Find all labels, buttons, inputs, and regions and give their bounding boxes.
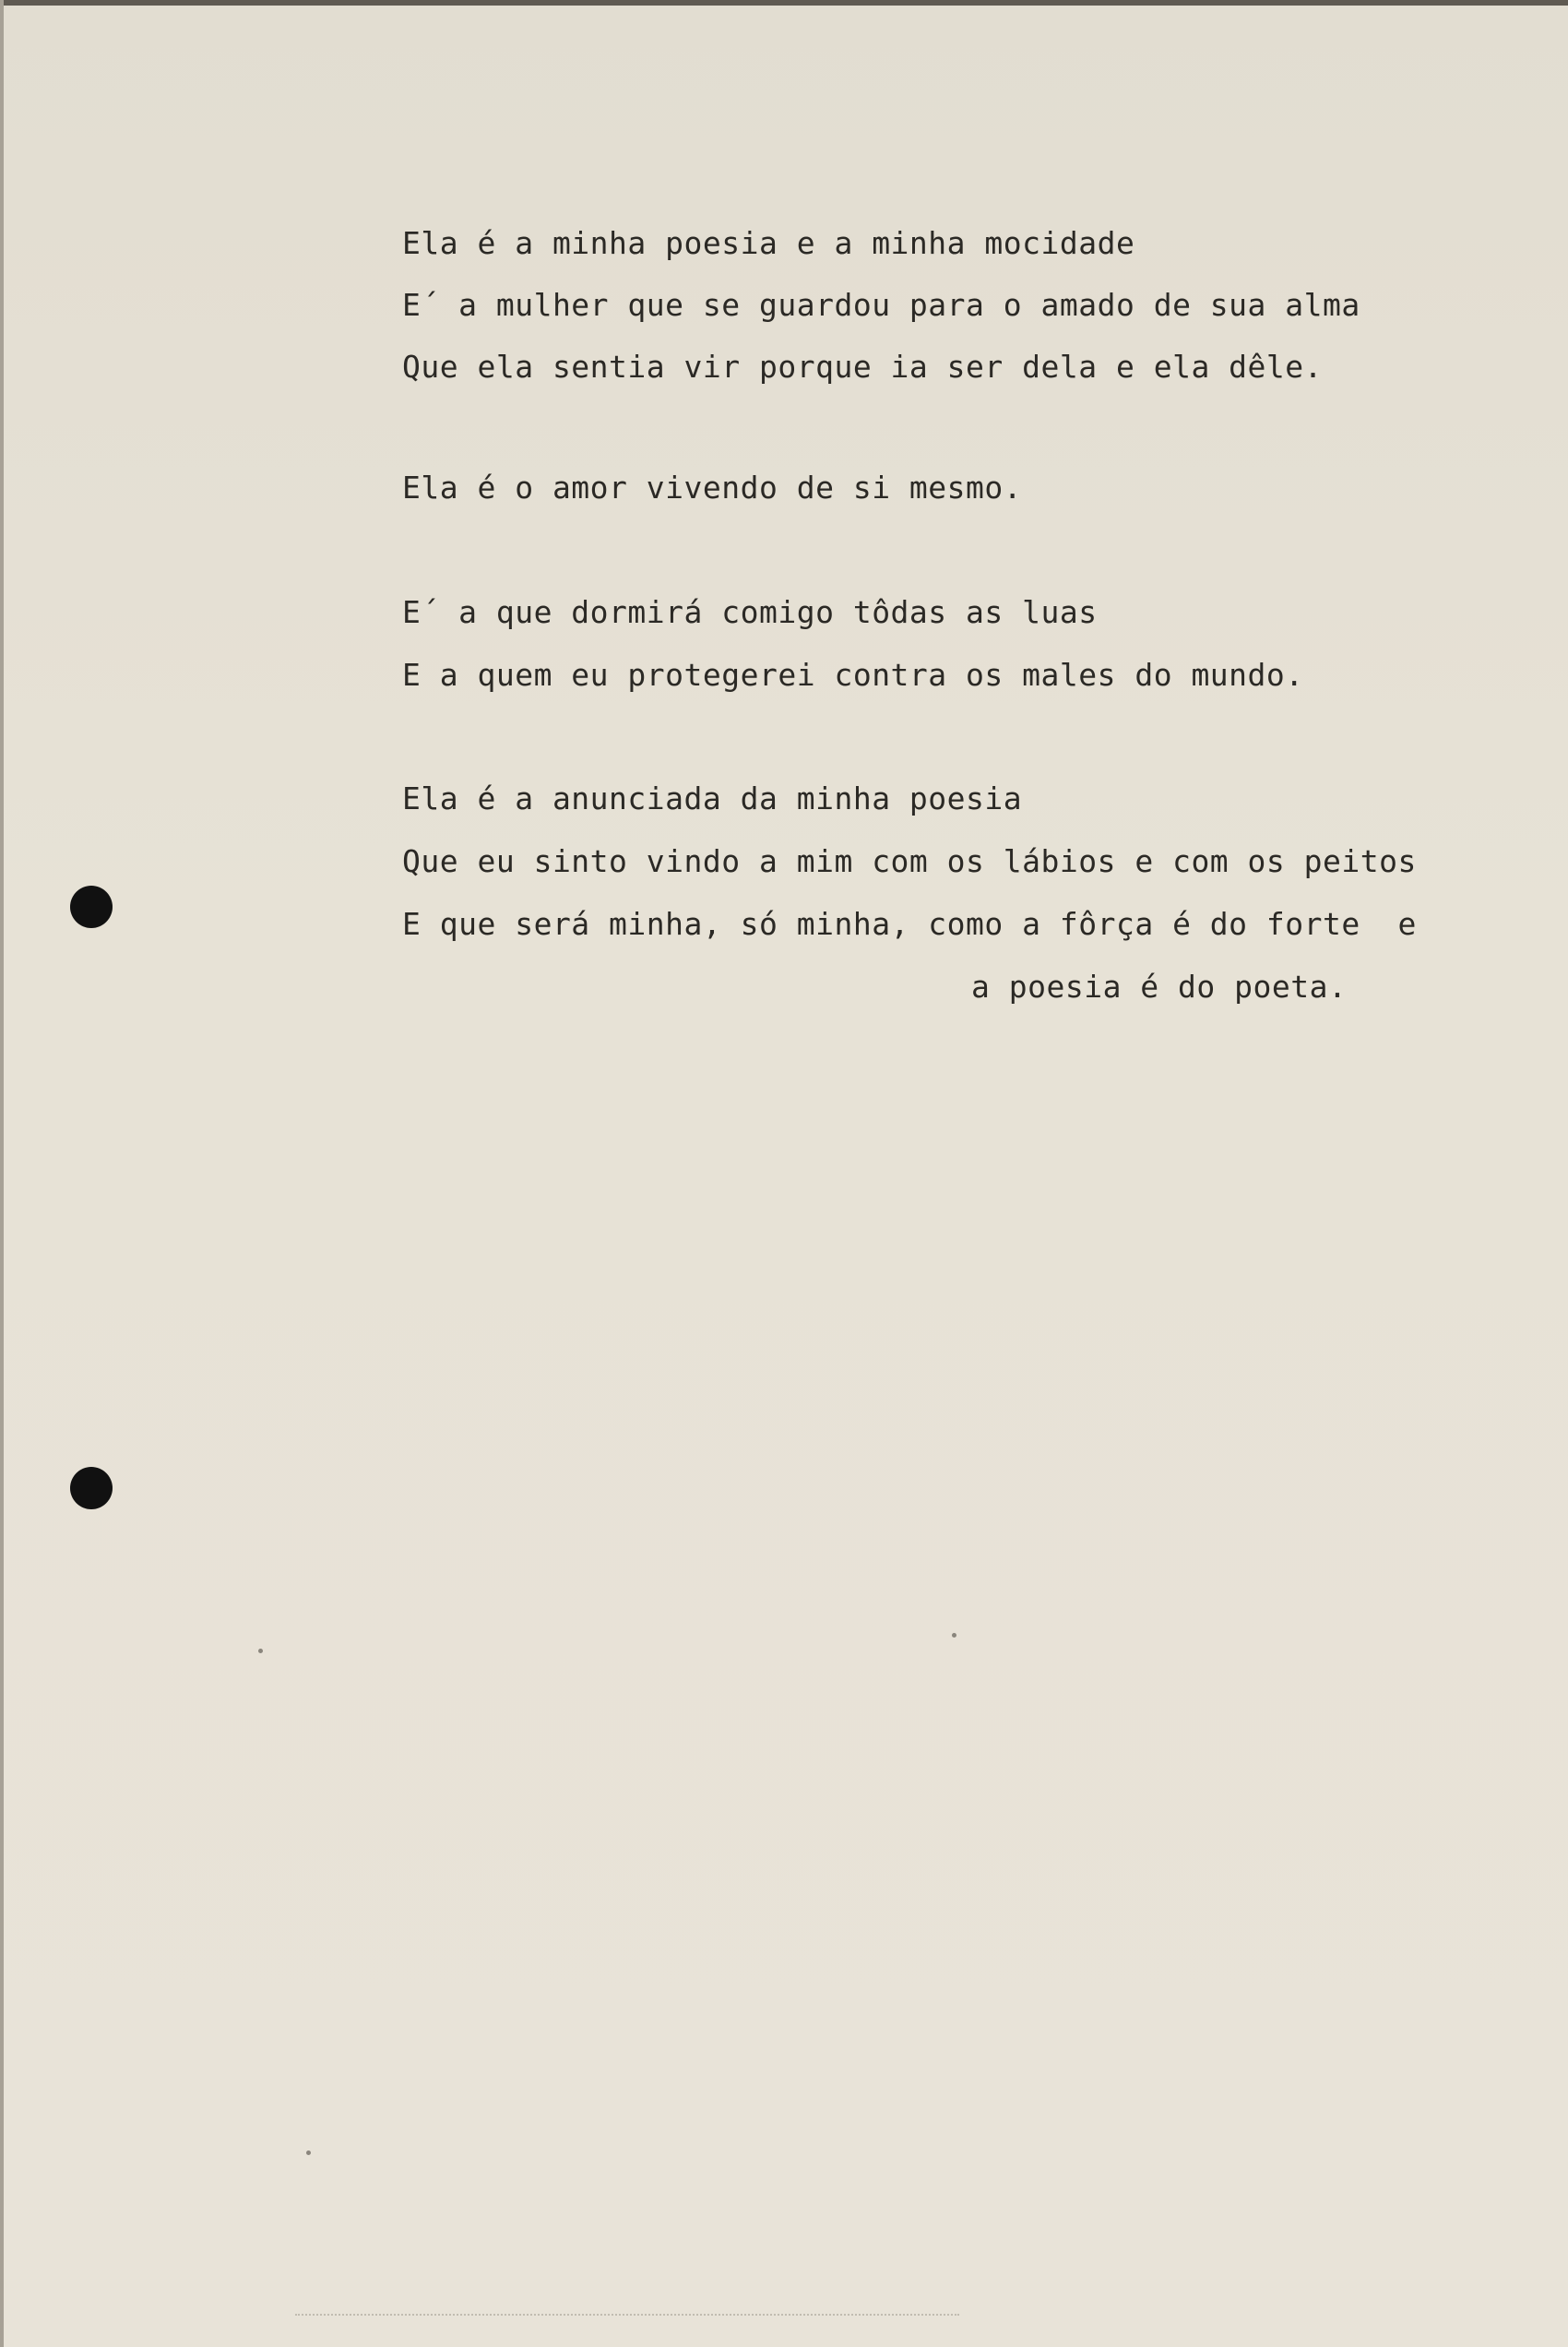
poem-line: a poesia é do poeta. <box>971 969 1348 1005</box>
paper-speck <box>952 1633 956 1638</box>
poem-line: E a quem eu protegerei contra os males do mundo. <box>402 657 1304 693</box>
poem-line: E que será minha, só minha, como a fôrça é do forte e <box>402 906 1417 942</box>
poem-line: Ela é a minha poesia e a minha mocidade <box>402 225 1135 261</box>
poem-line: Ela é a anunciada da minha poesia <box>402 780 1023 816</box>
poem-text <box>402 0 1527 1107</box>
punch-hole <box>70 1467 113 1509</box>
poem-line: Ela é o amor vivendo de si mesmo. <box>402 470 1023 506</box>
poem-line: Que ela sentia vir porque ia ser dela e ela dêle. <box>402 349 1324 385</box>
page-left-edge <box>0 0 4 2347</box>
faint-bottom-mark <box>295 2314 959 2343</box>
punch-hole <box>70 886 113 928</box>
poem-line: E´ a mulher que se guardou para o amado de sua alma <box>402 287 1360 323</box>
poem-line: E´ a que dormirá comigo tôdas as luas <box>402 594 1098 630</box>
paper-speck <box>306 2150 311 2155</box>
poem-line: Que eu sinto vindo a mim com os lábios e com os peitos <box>402 843 1417 879</box>
paper-speck <box>258 1649 263 1653</box>
